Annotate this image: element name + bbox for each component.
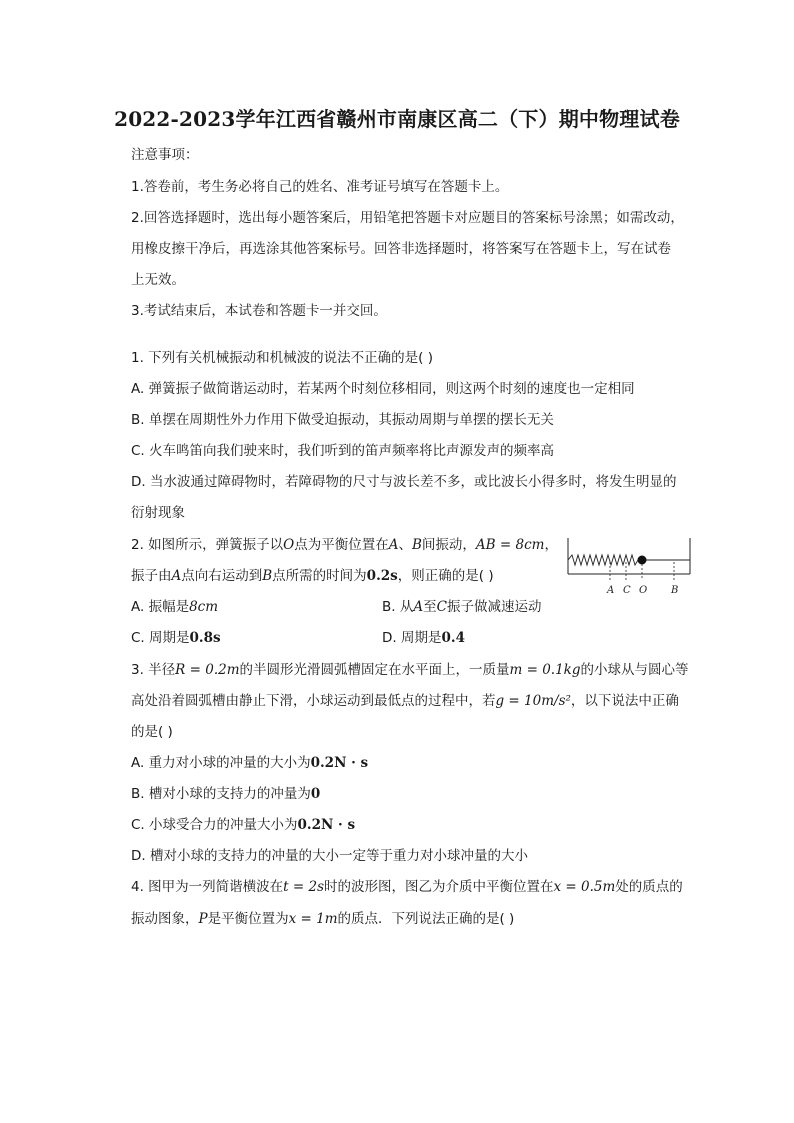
q2-option-a: A. 振幅是8cm	[131, 599, 219, 615]
q4-stem-line-1: 4. 图甲为一列简谐横波在t = 2s时的波形图，图乙为介质中平衡位置在x = 0.5m处的质点的	[131, 879, 683, 895]
q3-option-c: C. 小球受合力的冲量大小为0.2N · s	[131, 817, 356, 833]
notice-item-2-line-3: 上无效。	[131, 272, 185, 288]
q3-option-d: D. 槽对小球的支持力的冲量的大小一定等于重力对小球冲量的大小	[131, 848, 528, 864]
q2-option-c: C. 周期是0.8s	[131, 630, 221, 646]
q1-option-d-line-2: 衍射现象	[131, 505, 185, 521]
spring-oscillator-figure	[566, 534, 696, 598]
notice-item-2-line-1: 2.回答选择题时，选出每小题答案后，用铅笔把答题卡对应题目的答案标号涂黑；如需改动，	[131, 210, 684, 226]
q1-option-b: B. 单摆在周期性外力作用下做受迫振动，其振动周期与单摆的摆长无关	[131, 412, 554, 428]
notice-heading: 注意事项：	[131, 147, 199, 163]
q3-stem-line-2: 高处沿着圆弧槽由静止下滑，小球运动到最低点的过程中，若g = 10m/s²，以下说法中正确	[131, 693, 679, 709]
figure-label-c: C	[623, 585, 631, 596]
q2-option-d: D. 周期是0.4	[382, 630, 465, 646]
q1-option-d-line-1: D. 当水波通过障碍物时，若障碍物的尺寸与波长差不多，或比波长小得多时，将发生明显的	[131, 474, 677, 490]
q3-stem-line-1: 3. 半径R = 0.2m的半圆形光滑圆弧槽固定在水平面上，一质量m = 0.1kg的小球从与圆心等	[131, 662, 689, 678]
q1-option-c: C. 火车鸣笛向我们驶来时，我们听到的笛声频率将比声源发声的频率高	[131, 443, 555, 459]
q1-option-a: A. 弹簧振子做简谐运动时，若某两个时刻位移相同，则这两个时刻的速度也一定相同	[131, 381, 635, 397]
q2-stem-line-1: 2. 如图所示，弹簧振子以O点为平衡位置在A、B间振动，AB = 8cm，	[131, 537, 558, 553]
exam-title: 2022-2023学年江西省赣州市南康区高二（下）期中物理试卷	[114, 107, 680, 131]
q1-stem: 1. 下列有关机械振动和机械波的说法不正确的是( )	[131, 350, 433, 366]
q2-stem-line-2: 振子由A点向右运动到B点所需的时间为0.2s，则正确的是( )	[131, 568, 494, 584]
q3-stem-line-3: 的是( )	[131, 724, 173, 740]
spring-icon	[568, 555, 638, 565]
q4-stem-line-2: 振动图象，P是平衡位置为x = 1m的质点．下列说法正确的是( )	[131, 911, 515, 927]
figure-label-o: O	[639, 585, 648, 596]
notice-item-2-line-2: 用橡皮擦干净后，再选涂其他答案标号。回答非选择题时，将答案写在答题卡上，写在试卷	[131, 241, 671, 257]
oscillator-ball-icon	[638, 556, 647, 565]
notice-item-1: 1.答卷前，考生务必将自己的姓名、准考证号填写在答题卡上。	[131, 179, 509, 195]
q3-option-b: B. 槽对小球的支持力的冲量为0	[131, 786, 321, 802]
q2-option-b: B. 从A至C振子做减速运动	[382, 599, 542, 615]
figure-label-a: A	[607, 585, 615, 596]
figure-label-b: B	[671, 585, 679, 596]
q3-option-a: A. 重力对小球的冲量的大小为0.2N · s	[131, 755, 369, 771]
notice-item-3: 3.考试结束后，本试卷和答题卡一并交回。	[131, 303, 387, 319]
